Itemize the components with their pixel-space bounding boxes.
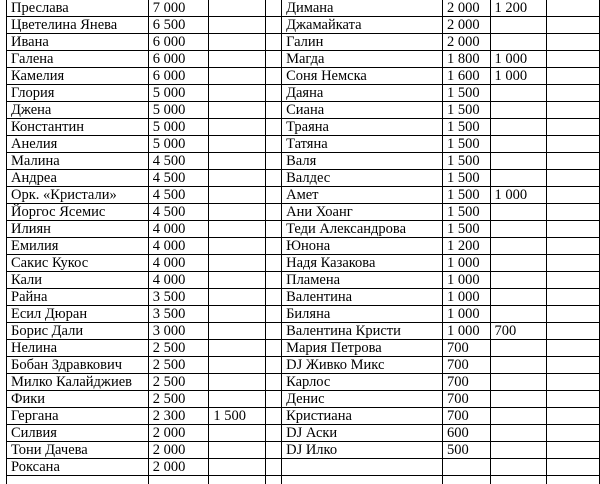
cell-fee-left: 2 500 (148, 391, 209, 408)
cell-fee-alt-left (209, 17, 265, 34)
cell-artist-name-right: Надя Казакова (282, 255, 443, 272)
cell-artist-name-left: Тони Дачева (7, 442, 149, 459)
cell-fee-alt-left (209, 34, 265, 51)
cell-fee-right: 500 (442, 442, 490, 459)
cell-artist-name-left: Орк. «Кристали» (7, 187, 149, 204)
cell-artist-name-left: Силвия (7, 425, 149, 442)
cell-fee-alt-right (490, 255, 546, 272)
cell-extra (546, 34, 599, 51)
cell-fee-left: 5 000 (148, 85, 209, 102)
cell-extra (546, 391, 599, 408)
cell-artist-name-left: Константин (7, 119, 149, 136)
cell-fee-alt-left (209, 204, 265, 221)
cell-fee-alt-right (490, 357, 546, 374)
cell-fee-alt-right (490, 238, 546, 255)
cell-fee-alt-right (490, 17, 546, 34)
cell-artist-name-left: Райна (7, 289, 149, 306)
cell-fee-alt-right (490, 204, 546, 221)
table-row (7, 476, 600, 484)
cell-artist-name-left: Камелия (7, 68, 149, 85)
cell-artist-name-right: Кристиана (282, 408, 443, 425)
cell-fee-alt-right (490, 306, 546, 323)
cell-extra (546, 85, 599, 102)
table-row (7, 136, 600, 153)
cell-spacer (265, 119, 281, 136)
cell-fee-right: 1 500 (442, 221, 490, 238)
cell-artist-name-right: Теди Александрова (282, 221, 443, 238)
cell-artist-name-left: Илиян (7, 221, 149, 238)
cell-fee-alt-right (490, 391, 546, 408)
cell-fee-right (442, 476, 490, 484)
cell-fee-right: 1 000 (442, 255, 490, 272)
table-row (7, 119, 600, 136)
cell-fee-alt-left (209, 255, 265, 272)
cell-artist-name-right: Валя (282, 153, 443, 170)
cell-artist-name-left: Милко Калайджиев (7, 374, 149, 391)
cell-spacer (265, 442, 281, 459)
cell-fee-right: 1 500 (442, 204, 490, 221)
cell-fee-alt-right (490, 102, 546, 119)
cell-fee-alt-right (490, 476, 546, 484)
cell-fee-right: 1 000 (442, 272, 490, 289)
cell-artist-name-left: Глория (7, 85, 149, 102)
cell-fee-alt-left (209, 187, 265, 204)
cell-spacer (265, 425, 281, 442)
cell-extra (546, 442, 599, 459)
cell-fee-alt-right (490, 153, 546, 170)
cell-artist-name-right: Валдес (282, 170, 443, 187)
cell-spacer (265, 374, 281, 391)
cell-fee-right: 1 500 (442, 170, 490, 187)
table-row (7, 170, 600, 187)
cell-fee-right: 600 (442, 425, 490, 442)
cell-extra (546, 187, 599, 204)
cell-artist-name-left: Роксана (7, 459, 149, 476)
cell-artist-name-left: Джена (7, 102, 149, 119)
table-row (7, 442, 600, 459)
cell-fee-alt-left (209, 238, 265, 255)
cell-fee-left: 2 000 (148, 425, 209, 442)
cell-extra (546, 238, 599, 255)
cell-artist-name-left: Ивана (7, 34, 149, 51)
cell-fee-alt-left (209, 51, 265, 68)
cell-artist-name-left (7, 476, 149, 484)
table-row (7, 187, 600, 204)
cell-artist-name-right: Галин (282, 34, 443, 51)
cell-extra (546, 51, 599, 68)
cell-artist-name-left: Цветелина Янева (7, 17, 149, 34)
cell-artist-name-right: Пламена (282, 272, 443, 289)
cell-fee-alt-left (209, 340, 265, 357)
cell-extra (546, 221, 599, 238)
cell-fee-right: 700 (442, 374, 490, 391)
cell-spacer (265, 187, 281, 204)
cell-fee-alt-right (490, 221, 546, 238)
cell-extra (546, 459, 599, 476)
cell-artist-name-right: Татяна (282, 136, 443, 153)
cell-fee-alt-left (209, 289, 265, 306)
cell-extra (546, 170, 599, 187)
cell-artist-name-left: Есил Дюран (7, 306, 149, 323)
cell-extra (546, 425, 599, 442)
cell-fee-alt-left (209, 391, 265, 408)
cell-fee-right: 1 500 (442, 102, 490, 119)
cell-artist-name-left: Емилия (7, 238, 149, 255)
fees-table-body (7, 0, 600, 484)
cell-artist-name-left: Андреа (7, 170, 149, 187)
cell-extra (546, 289, 599, 306)
cell-artist-name-left: Нелина (7, 340, 149, 357)
cell-fee-left: 6 500 (148, 17, 209, 34)
cell-fee-left: 4 000 (148, 255, 209, 272)
cell-extra (546, 0, 599, 17)
cell-fee-right: 700 (442, 391, 490, 408)
cell-artist-name-left: Анелия (7, 136, 149, 153)
cell-spacer (265, 238, 281, 255)
cell-spacer (265, 391, 281, 408)
table-row (7, 255, 600, 272)
table-row (7, 374, 600, 391)
table-row (7, 357, 600, 374)
cell-spacer (265, 68, 281, 85)
cell-fee-right: 1 500 (442, 136, 490, 153)
table-row (7, 306, 600, 323)
cell-artist-name-right: Карлос (282, 374, 443, 391)
cell-extra (546, 272, 599, 289)
cell-spacer (265, 272, 281, 289)
cell-artist-name-right: Валентина (282, 289, 443, 306)
cell-artist-name-right: Амет (282, 187, 443, 204)
cell-spacer (265, 323, 281, 340)
cell-artist-name-left: Гергана (7, 408, 149, 425)
cell-fee-alt-right (490, 119, 546, 136)
cell-fee-alt-left (209, 272, 265, 289)
cell-artist-name-right: Джамайката (282, 17, 443, 34)
cell-fee-alt-right (490, 425, 546, 442)
cell-extra (546, 136, 599, 153)
cell-fee-left: 6 000 (148, 51, 209, 68)
cell-extra (546, 340, 599, 357)
cell-fee-alt-right (490, 136, 546, 153)
cell-spacer (265, 170, 281, 187)
table-row (7, 0, 600, 17)
cell-fee-left: 4 500 (148, 170, 209, 187)
cell-artist-name-left: Сакис Кукос (7, 255, 149, 272)
cell-fee-alt-right: 1 000 (490, 68, 546, 85)
cell-fee-alt-left (209, 374, 265, 391)
table-row (7, 204, 600, 221)
table-row (7, 153, 600, 170)
cell-fee-alt-left (209, 323, 265, 340)
cell-artist-name-right (282, 476, 443, 484)
cell-fee-alt-right (490, 34, 546, 51)
table-row (7, 68, 600, 85)
cell-fee-left: 2 000 (148, 442, 209, 459)
cell-fee-left: 4 500 (148, 153, 209, 170)
cell-artist-name-right: Траяна (282, 119, 443, 136)
cell-fee-right: 700 (442, 357, 490, 374)
cell-artist-name-right: Магда (282, 51, 443, 68)
cell-fee-right: 1 000 (442, 306, 490, 323)
cell-spacer (265, 204, 281, 221)
cell-fee-alt-left (209, 459, 265, 476)
cell-artist-name-right: Юнона (282, 238, 443, 255)
cell-artist-name-left: Малина (7, 153, 149, 170)
cell-extra (546, 323, 599, 340)
table-row (7, 391, 600, 408)
cell-fee-alt-left (209, 0, 265, 17)
cell-fee-alt-left (209, 442, 265, 459)
cell-artist-name-right: Биляна (282, 306, 443, 323)
cell-artist-name-right: Денис (282, 391, 443, 408)
cell-artist-name-right: Соня Немска (282, 68, 443, 85)
table-row (7, 408, 600, 425)
cell-fee-left: 3 500 (148, 306, 209, 323)
cell-fee-left: 2 000 (148, 459, 209, 476)
cell-fee-alt-right: 1 000 (490, 187, 546, 204)
cell-fee-left: 4 000 (148, 221, 209, 238)
cell-artist-name-right: DJ Живко Микс (282, 357, 443, 374)
cell-spacer (265, 85, 281, 102)
cell-fee-left: 4 000 (148, 238, 209, 255)
cell-fee-left: 4 500 (148, 187, 209, 204)
cell-extra (546, 357, 599, 374)
table-row (7, 221, 600, 238)
cell-fee-left: 4 500 (148, 204, 209, 221)
cell-extra (546, 408, 599, 425)
cell-fee-left: 5 000 (148, 136, 209, 153)
cell-fee-alt-right (490, 170, 546, 187)
table-row (7, 425, 600, 442)
cell-fee-right: 1 500 (442, 85, 490, 102)
cell-artist-name-right: Ани Хоанг (282, 204, 443, 221)
cell-fee-left: 6 000 (148, 34, 209, 51)
cell-extra (546, 153, 599, 170)
cell-extra (546, 17, 599, 34)
cell-fee-right: 1 800 (442, 51, 490, 68)
table-row (7, 51, 600, 68)
cell-spacer (265, 357, 281, 374)
cell-spacer (265, 153, 281, 170)
cell-artist-name-right: Мария Петрова (282, 340, 443, 357)
cell-fee-alt-left (209, 357, 265, 374)
cell-fee-alt-left (209, 221, 265, 238)
cell-fee-alt-right: 1 000 (490, 51, 546, 68)
cell-fee-left: 6 000 (148, 68, 209, 85)
cell-fee-right: 1 500 (442, 119, 490, 136)
cell-fee-right (442, 459, 490, 476)
cell-fee-alt-left (209, 425, 265, 442)
table-row (7, 323, 600, 340)
cell-artist-name-left: Бобан Здравкович (7, 357, 149, 374)
cell-fee-alt-left (209, 476, 265, 484)
cell-fee-left: 4 000 (148, 272, 209, 289)
cell-artist-name-left: Борис Дали (7, 323, 149, 340)
cell-fee-alt-right: 700 (490, 323, 546, 340)
cell-spacer (265, 34, 281, 51)
cell-fee-alt-left (209, 306, 265, 323)
cell-spacer (265, 255, 281, 272)
cell-fee-left: 2 500 (148, 340, 209, 357)
cell-fee-alt-right: 1 200 (490, 0, 546, 17)
cell-fee-alt-left (209, 119, 265, 136)
cell-fee-right: 2 000 (442, 34, 490, 51)
cell-spacer (265, 459, 281, 476)
cell-fee-left: 7 000 (148, 0, 209, 17)
cell-extra (546, 476, 599, 484)
cell-fee-alt-right (490, 272, 546, 289)
cell-spacer (265, 221, 281, 238)
cell-fee-alt-left (209, 85, 265, 102)
cell-fee-alt-right (490, 289, 546, 306)
cell-spacer (265, 408, 281, 425)
table-row (7, 289, 600, 306)
cell-extra (546, 119, 599, 136)
cell-fee-right: 2 000 (442, 17, 490, 34)
cell-fee-right: 1 600 (442, 68, 490, 85)
cell-artist-name-right: Димана (282, 0, 443, 17)
cell-artist-name-right: DJ Аски (282, 425, 443, 442)
cell-fee-left: 2 500 (148, 374, 209, 391)
cell-artist-name-right: Сиана (282, 102, 443, 119)
cell-extra (546, 204, 599, 221)
cell-spacer (265, 0, 281, 17)
cell-artist-name-right: Даяна (282, 85, 443, 102)
cell-artist-name-right: DJ Илко (282, 442, 443, 459)
cell-extra (546, 68, 599, 85)
cell-fee-left: 2 300 (148, 408, 209, 425)
table-row (7, 272, 600, 289)
table-row (7, 238, 600, 255)
cell-fee-right: 700 (442, 340, 490, 357)
cell-spacer (265, 136, 281, 153)
cell-fee-alt-left (209, 153, 265, 170)
cell-spacer (265, 306, 281, 323)
cell-fee-alt-right (490, 459, 546, 476)
cell-fee-alt-left (209, 68, 265, 85)
cell-artist-name-left: Йоргос Ясемис (7, 204, 149, 221)
cell-extra (546, 255, 599, 272)
cell-spacer (265, 102, 281, 119)
cell-fee-alt-right (490, 408, 546, 425)
cell-fee-alt-right (490, 442, 546, 459)
cell-fee-alt-left (209, 170, 265, 187)
cell-fee-right: 1 500 (442, 187, 490, 204)
cell-spacer (265, 51, 281, 68)
cell-fee-left: 5 000 (148, 102, 209, 119)
cell-extra (546, 306, 599, 323)
table-row (7, 340, 600, 357)
cell-fee-alt-right (490, 85, 546, 102)
cell-fee-left: 3 500 (148, 289, 209, 306)
cell-fee-alt-left (209, 136, 265, 153)
cell-fee-right: 2 000 (442, 0, 490, 17)
cell-fee-right: 1 200 (442, 238, 490, 255)
cell-fee-right: 700 (442, 408, 490, 425)
cell-spacer (265, 17, 281, 34)
cell-artist-name-right (282, 459, 443, 476)
cell-artist-name-left: Фики (7, 391, 149, 408)
cell-extra (546, 102, 599, 119)
table-row (7, 102, 600, 119)
table-row (7, 459, 600, 476)
cell-fee-left (148, 476, 209, 484)
cell-spacer (265, 476, 281, 484)
cell-extra (546, 374, 599, 391)
cell-artist-name-right: Валентина Кристи (282, 323, 443, 340)
cell-fee-left: 3 000 (148, 323, 209, 340)
cell-fee-right: 1 000 (442, 323, 490, 340)
cell-fee-alt-right (490, 340, 546, 357)
cell-artist-name-left: Кали (7, 272, 149, 289)
cell-fee-alt-left (209, 102, 265, 119)
table-row (7, 34, 600, 51)
cell-fee-alt-right (490, 374, 546, 391)
cell-spacer (265, 289, 281, 306)
fees-table (6, 0, 600, 484)
cell-fee-left: 5 000 (148, 119, 209, 136)
table-row (7, 85, 600, 102)
cell-fee-right: 1 500 (442, 153, 490, 170)
cell-artist-name-left: Галена (7, 51, 149, 68)
cell-artist-name-left: Преслава (7, 0, 149, 17)
cell-fee-alt-left: 1 500 (209, 408, 265, 425)
table-row (7, 17, 600, 34)
cell-spacer (265, 340, 281, 357)
cell-fee-right: 1 000 (442, 289, 490, 306)
cell-fee-left: 2 500 (148, 357, 209, 374)
